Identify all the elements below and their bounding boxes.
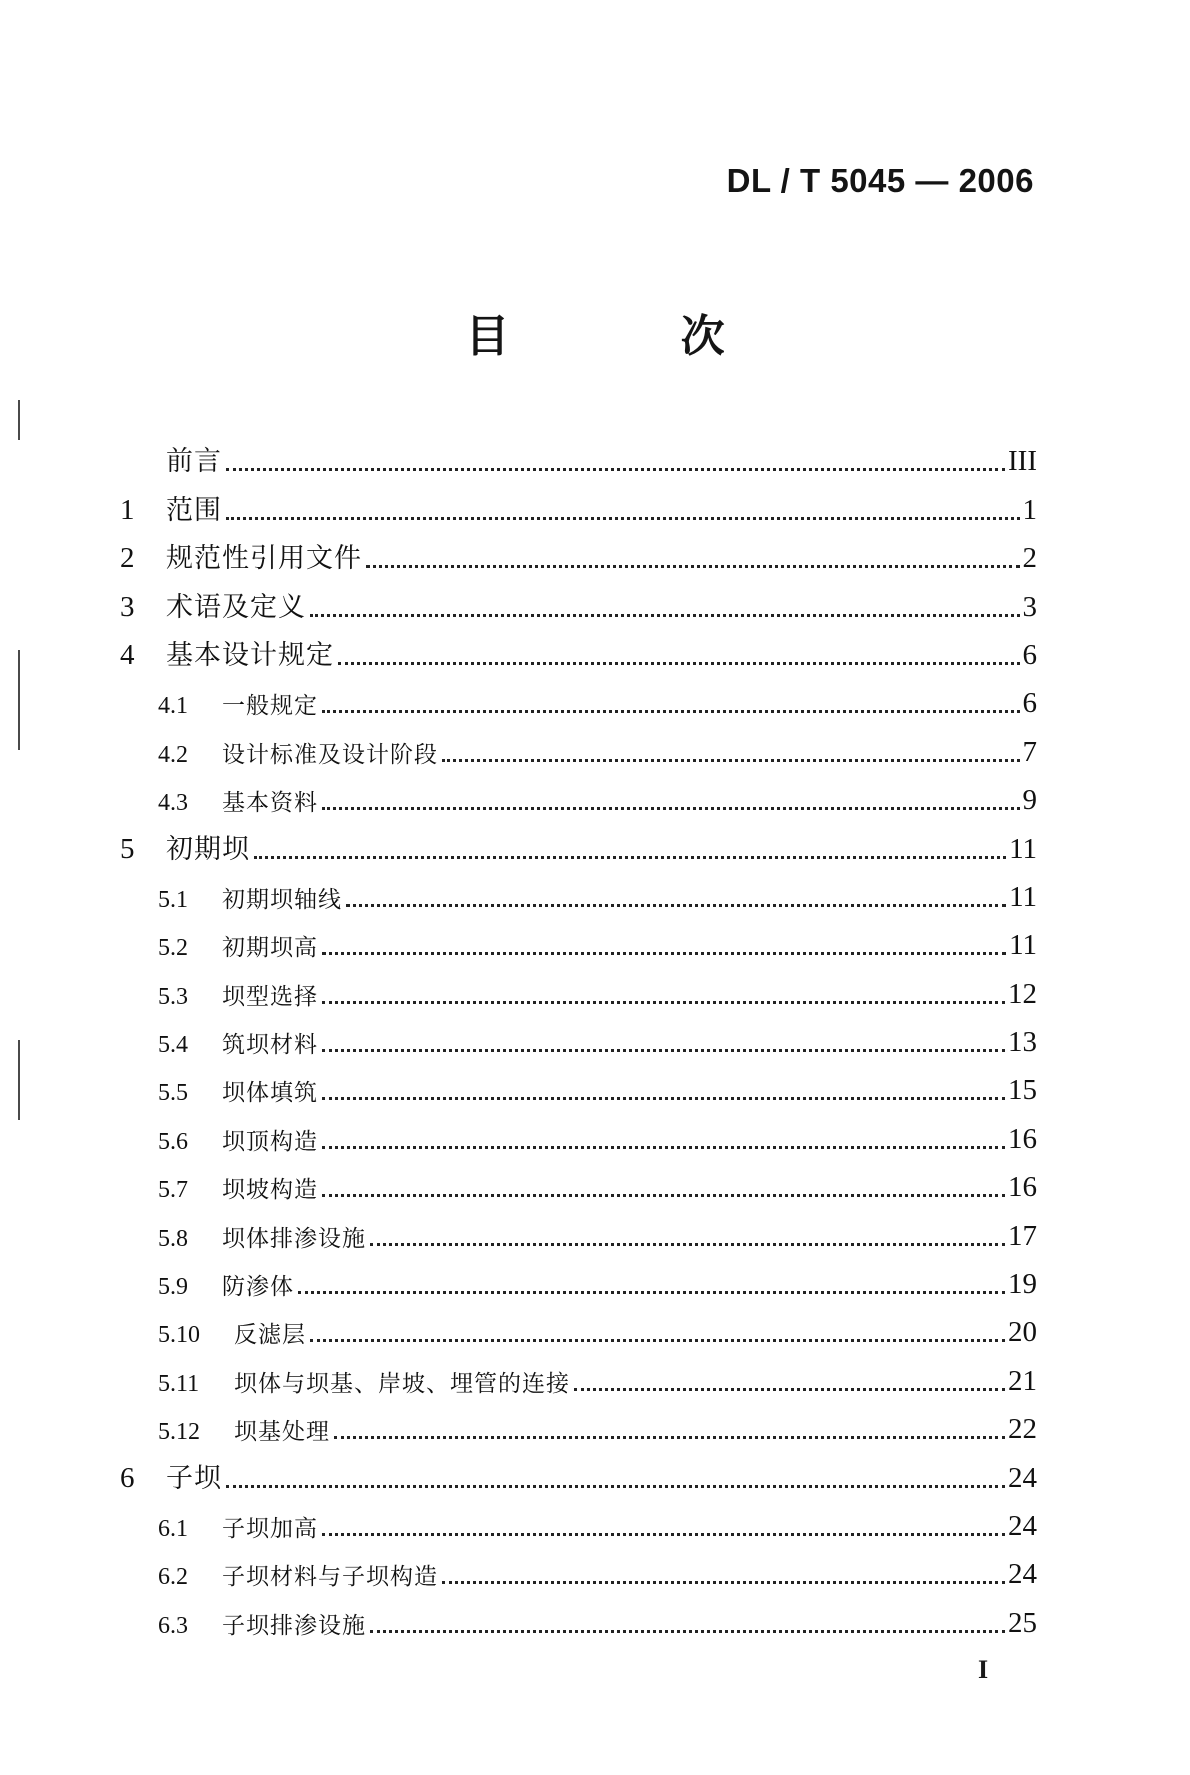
- toc-entry-page: 7: [1022, 735, 1037, 768]
- toc-dot-leader: [310, 1339, 1005, 1342]
- toc-entry[interactable]: [120, 1156, 1037, 1204]
- toc-entry-number: 6.3: [158, 1612, 188, 1639]
- toc-dot-leader: [310, 614, 1020, 617]
- toc-entry-page: 12: [1008, 977, 1037, 1010]
- toc-entry-page: 13: [1008, 1026, 1037, 1059]
- toc-entry-page: 17: [1008, 1219, 1037, 1252]
- toc-entry-number: 5.4: [158, 1032, 188, 1059]
- toc-entry-page: 6: [1022, 638, 1037, 671]
- toc-dot-leader: [322, 1533, 1005, 1536]
- toc-entry-label: 坝体填筑: [222, 1080, 318, 1107]
- toc-entry-page: 24: [1008, 1558, 1037, 1591]
- toc-entry[interactable]: [120, 1495, 1037, 1543]
- toc-entry-label: 范围: [166, 494, 222, 526]
- toc-entry[interactable]: [120, 866, 1037, 914]
- scan-edge-mark: [18, 650, 20, 750]
- toc-dot-leader: [322, 1001, 1005, 1004]
- toc-entry[interactable]: [120, 430, 1037, 478]
- toc-entry-label: 坝基处理: [234, 1419, 330, 1446]
- toc-entry-label: 子坝加高: [222, 1515, 318, 1542]
- toc-entry-number: 5.10: [158, 1322, 200, 1349]
- toc-entry-label: 初期坝: [166, 833, 250, 865]
- toc-dot-leader: [322, 1049, 1005, 1052]
- toc-entry-page: III: [1008, 445, 1037, 478]
- toc-entry-page: 22: [1008, 1413, 1037, 1446]
- toc-entry-page: 9: [1022, 784, 1037, 817]
- toc-entry-label: 坝体排渗设施: [222, 1225, 366, 1252]
- toc-entry-number: 5.7: [158, 1177, 188, 1204]
- toc-dot-leader: [298, 1291, 1005, 1294]
- toc-entry-number: 5.8: [158, 1225, 188, 1252]
- scan-edge-mark: [18, 1040, 20, 1120]
- toc-dot-leader: [442, 759, 1020, 762]
- toc-entry-number: 2: [120, 542, 135, 575]
- toc-entry-label: 筑坝材料: [222, 1032, 318, 1059]
- toc-dot-leader: [574, 1388, 1005, 1391]
- toc-entry-number: 5.9: [158, 1274, 188, 1301]
- toc-entry[interactable]: [120, 1446, 1037, 1494]
- toc-entry[interactable]: [120, 1204, 1037, 1252]
- toc-entry-page: 3: [1022, 590, 1037, 623]
- toc-entry-label: 初期坝高: [222, 935, 318, 962]
- toc-entry[interactable]: [120, 720, 1037, 768]
- toc-entry[interactable]: [120, 914, 1037, 962]
- toc-entry-page: 25: [1008, 1606, 1037, 1639]
- toc-entry-number: 5.11: [158, 1370, 200, 1397]
- toc-entry-label: 坝坡构造: [222, 1177, 318, 1204]
- toc-entry-number: 4.1: [158, 693, 188, 720]
- toc-dot-leader: [442, 1581, 1005, 1584]
- toc-dot-leader: [322, 710, 1020, 713]
- toc-entry-page: 2: [1022, 542, 1037, 575]
- toc-entry[interactable]: [120, 1398, 1037, 1446]
- toc-entry-label: 初期坝轴线: [222, 886, 342, 913]
- toc-dot-leader: [226, 1485, 1005, 1488]
- toc-entry-number: 3: [120, 590, 135, 623]
- toc-entry[interactable]: [120, 962, 1037, 1010]
- toc-dot-leader: [322, 1146, 1005, 1149]
- toc-entry-number: 4.3: [158, 790, 188, 817]
- toc-entry[interactable]: [120, 1107, 1037, 1155]
- toc-entry-page: 21: [1008, 1364, 1037, 1397]
- toc-title: 目 次: [465, 311, 803, 362]
- toc-dot-leader: [226, 517, 1020, 520]
- page-number: I: [978, 1655, 989, 1684]
- toc-dot-leader: [338, 662, 1020, 665]
- toc-entry-page: 1: [1022, 493, 1037, 526]
- toc-entry-number: 5.12: [158, 1419, 200, 1446]
- toc-entry-number: 5.5: [158, 1080, 188, 1107]
- toc-dot-leader: [226, 468, 1005, 471]
- toc-dot-leader: [254, 856, 1006, 859]
- toc-entry-number: 5: [120, 832, 135, 865]
- toc-dot-leader: [370, 1243, 1005, 1246]
- toc-entry[interactable]: [120, 575, 1037, 623]
- toc-dot-leader: [370, 1630, 1005, 1633]
- toc-entry[interactable]: [120, 672, 1037, 720]
- toc-entry[interactable]: [120, 1059, 1037, 1107]
- toc-entry-label: 坝体与坝基、岸坡、埋管的连接: [234, 1370, 570, 1397]
- toc-entry-label: 基本资料: [222, 790, 318, 817]
- toc-entry-page: 24: [1008, 1509, 1037, 1542]
- toc-dot-leader: [366, 565, 1020, 568]
- toc-entry-page: 6: [1022, 687, 1037, 720]
- toc-entry[interactable]: [120, 769, 1037, 817]
- toc-entry-label: 前言: [166, 446, 222, 478]
- toc-dot-leader: [334, 1436, 1005, 1439]
- toc-dot-leader: [322, 1194, 1005, 1197]
- toc-entry-label: 子坝排渗设施: [222, 1612, 366, 1639]
- toc-entry-number: 5.2: [158, 935, 188, 962]
- toc-entry-number: 4.2: [158, 741, 188, 768]
- toc-entry-label: 子坝材料与子坝构造: [222, 1564, 438, 1591]
- toc-entry-number: 5.3: [158, 983, 188, 1010]
- toc-entry-label: 坝型选择: [222, 983, 318, 1010]
- toc-entry-page: 20: [1008, 1316, 1037, 1349]
- toc-entry[interactable]: [120, 1253, 1037, 1301]
- toc-entry-label: 术语及定义: [166, 591, 306, 623]
- toc-entry[interactable]: [120, 624, 1037, 672]
- toc-entry-label: 反滤层: [234, 1322, 306, 1349]
- toc-entry-page: 15: [1008, 1074, 1037, 1107]
- toc-entry-number: 1: [120, 493, 135, 526]
- toc-entry[interactable]: [120, 1591, 1037, 1639]
- toc-entry-page: 19: [1008, 1268, 1037, 1301]
- toc-entry[interactable]: [120, 1543, 1037, 1591]
- toc-dot-leader: [346, 904, 1006, 907]
- toc-entry-page: 24: [1008, 1461, 1037, 1494]
- toc-entry-number: 5.6: [158, 1128, 188, 1155]
- toc-dot-leader: [322, 952, 1006, 955]
- scan-edge-mark: [18, 400, 20, 440]
- toc-entry[interactable]: [120, 817, 1037, 865]
- toc-entry-label: 防渗体: [222, 1274, 294, 1301]
- table-of-contents: [120, 430, 1037, 1640]
- toc-dot-leader: [322, 807, 1020, 810]
- toc-entry-number: 6: [120, 1461, 135, 1494]
- toc-entry-label: 基本设计规定: [166, 639, 334, 671]
- toc-entry-label: 子坝: [166, 1462, 222, 1494]
- toc-entry-page: 16: [1008, 1171, 1037, 1204]
- toc-entry[interactable]: [120, 1011, 1037, 1059]
- toc-entry-page: 11: [1009, 929, 1037, 962]
- toc-entry-page: 11: [1009, 880, 1037, 913]
- toc-entry-number: 5.1: [158, 886, 188, 913]
- toc-entry-number: 4: [120, 638, 135, 671]
- toc-entry-number: 6.2: [158, 1564, 188, 1591]
- toc-entry[interactable]: [120, 1301, 1037, 1349]
- toc-entry-page: 11: [1009, 832, 1037, 865]
- toc-entry-page: 16: [1008, 1122, 1037, 1155]
- standard-code: DL / T 5045 — 2006: [726, 162, 1034, 199]
- toc-entry-label: 规范性引用文件: [166, 543, 362, 575]
- toc-entry-number: 6.1: [158, 1515, 188, 1542]
- toc-entry[interactable]: [120, 478, 1037, 526]
- toc-entry-label: 一般规定: [222, 693, 318, 720]
- toc-entry-label: 设计标准及设计阶段: [222, 741, 438, 768]
- toc-dot-leader: [322, 1097, 1005, 1100]
- toc-entry[interactable]: [120, 1349, 1037, 1397]
- toc-entry-label: 坝顶构造: [222, 1128, 318, 1155]
- toc-entry[interactable]: [120, 527, 1037, 575]
